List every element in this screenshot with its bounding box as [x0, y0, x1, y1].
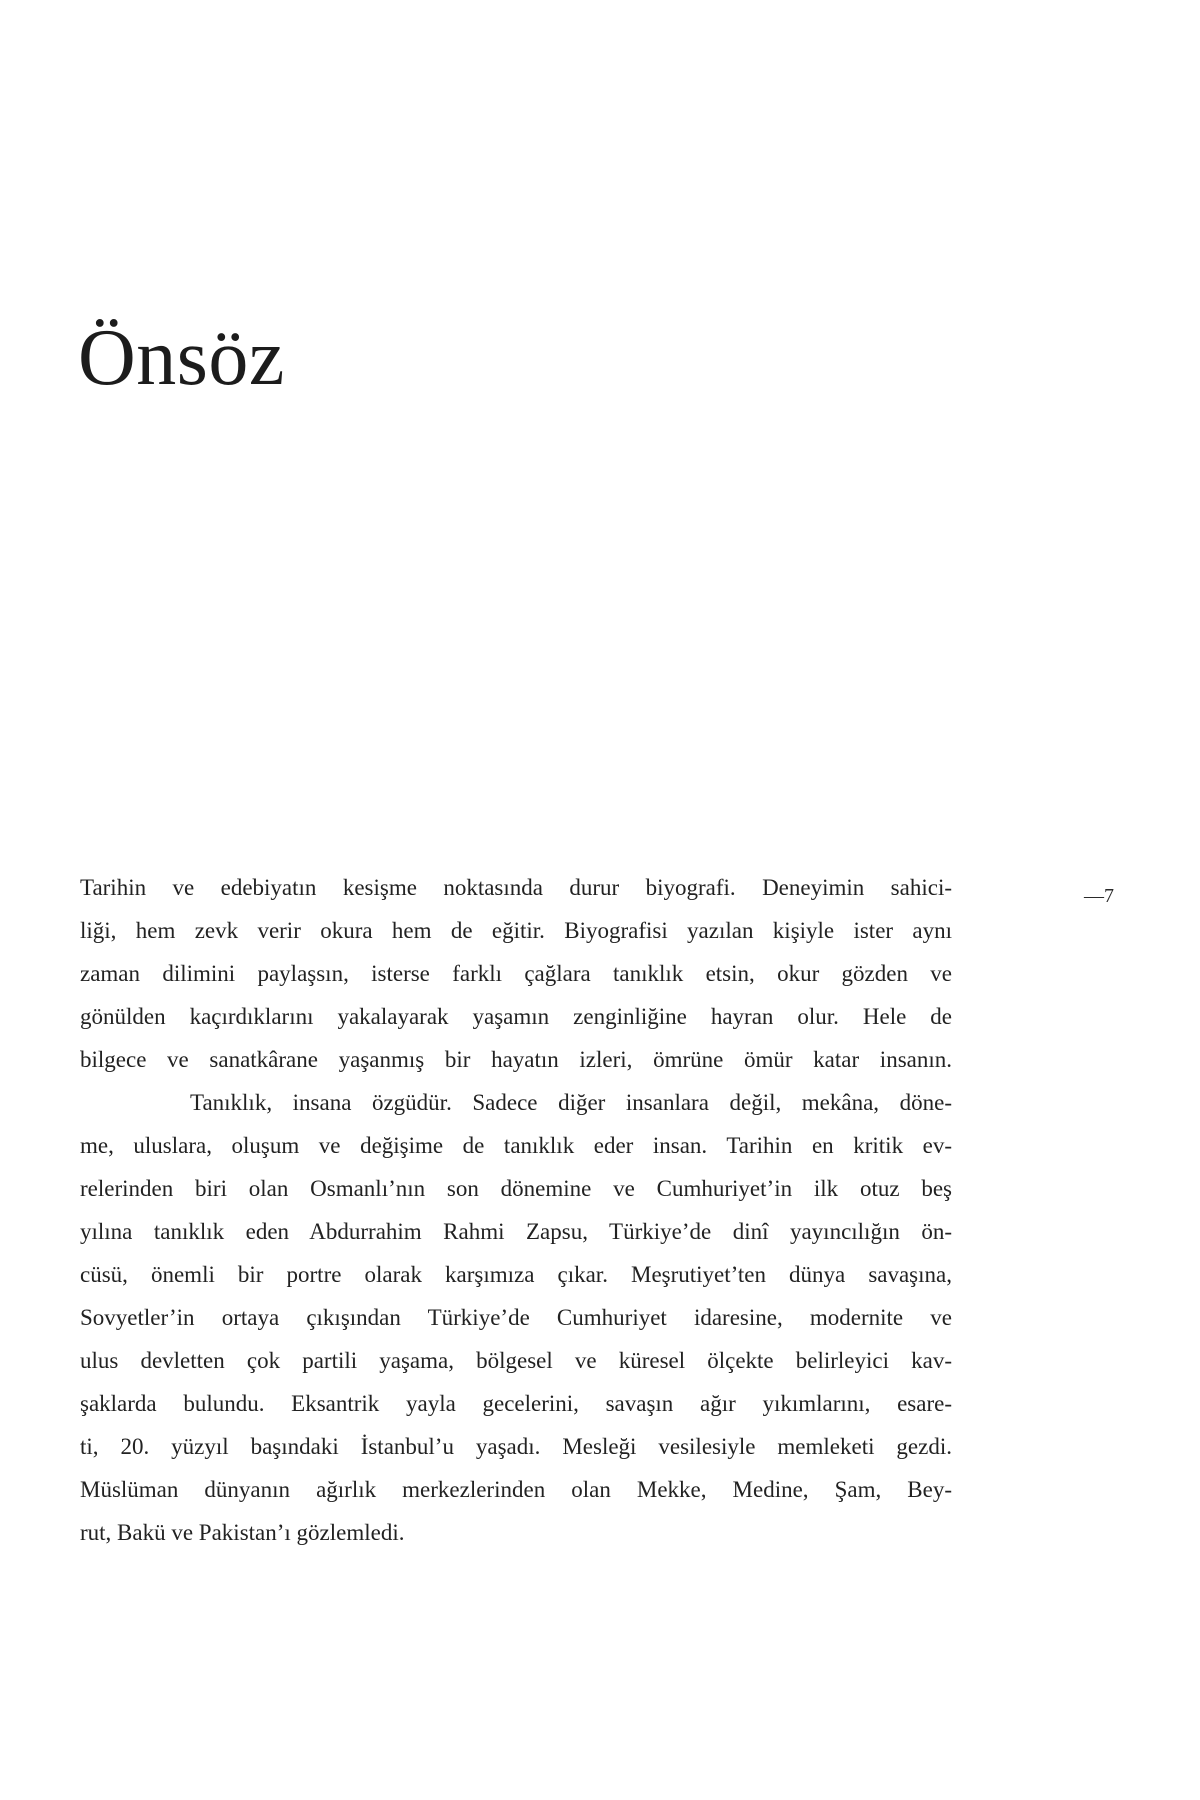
text-line: ulus devletten çok partili yaşama, bölgesel ve küresel ölçekte belirleyici kav- [80, 1348, 952, 1373]
text-line: me, uluslara, oluşum ve değişime de tanıklık eder insan. Tarihin en kritik ev- [80, 1133, 952, 1158]
body-text [80, 866, 952, 1554]
text-line: cüsü, önemli bir portre olarak karşımıza çıkar. Meşrutiyet’ten dünya savaşına, [80, 1262, 952, 1287]
page-number: —7 [1084, 885, 1114, 907]
text-line: şaklarda bulundu. Eksantrik yayla gecelerini, savaşın ağır yıkımlarını, esare- [80, 1391, 952, 1416]
page-heading: Önsöz [78, 314, 285, 402]
text-line: ti, 20. yüzyıl başındaki İstanbul’u yaşadı. Mesleği vesilesiyle memleketi gezdi. [80, 1434, 952, 1459]
text-line: relerinden biri olan Osmanlı’nın son dönemine ve Cumhuriyet’in ilk otuz beş [80, 1176, 952, 1201]
text-line-paragraph-start: Tanıklık, insana özgüdür. Sadece diğer insanlara değil, mekâna, döne- [190, 1090, 952, 1115]
text-line: zaman dilimini paylaşsın, isterse farklı çağlara tanıklık etsin, okur gözden ve [80, 961, 952, 986]
text-line: Müslüman dünyanın ağırlık merkezlerinden olan Mekke, Medine, Şam, Bey- [80, 1477, 952, 1502]
text-line: Tarihin ve edebiyatın kesişme noktasında durur biyografi. Deneyimin sahici- [80, 875, 952, 900]
text-line: gönülden kaçırdıklarını yakalayarak yaşamın zenginliğine hayran olur. Hele de [80, 1004, 952, 1029]
text-line: bilgece ve sanatkârane yaşanmış bir hayatın izleri, ömrüne ömür katar insanın. [80, 1047, 952, 1072]
text-line: Sovyetler’in ortaya çıkışından Türkiye’de Cumhuriyet idaresine, modernite ve [80, 1305, 952, 1330]
text-line: liği, hem zevk verir okura hem de eğitir. Biyografisi yazılan kişiyle ister aynı [80, 918, 952, 943]
text-line-paragraph-end: rut, Bakü ve Pakistan’ı gözlemledi. [80, 1520, 405, 1545]
text-line: yılına tanıklık eden Abdurrahim Rahmi Zapsu, Türkiye’de dinî yayıncılığın ön- [80, 1219, 952, 1244]
